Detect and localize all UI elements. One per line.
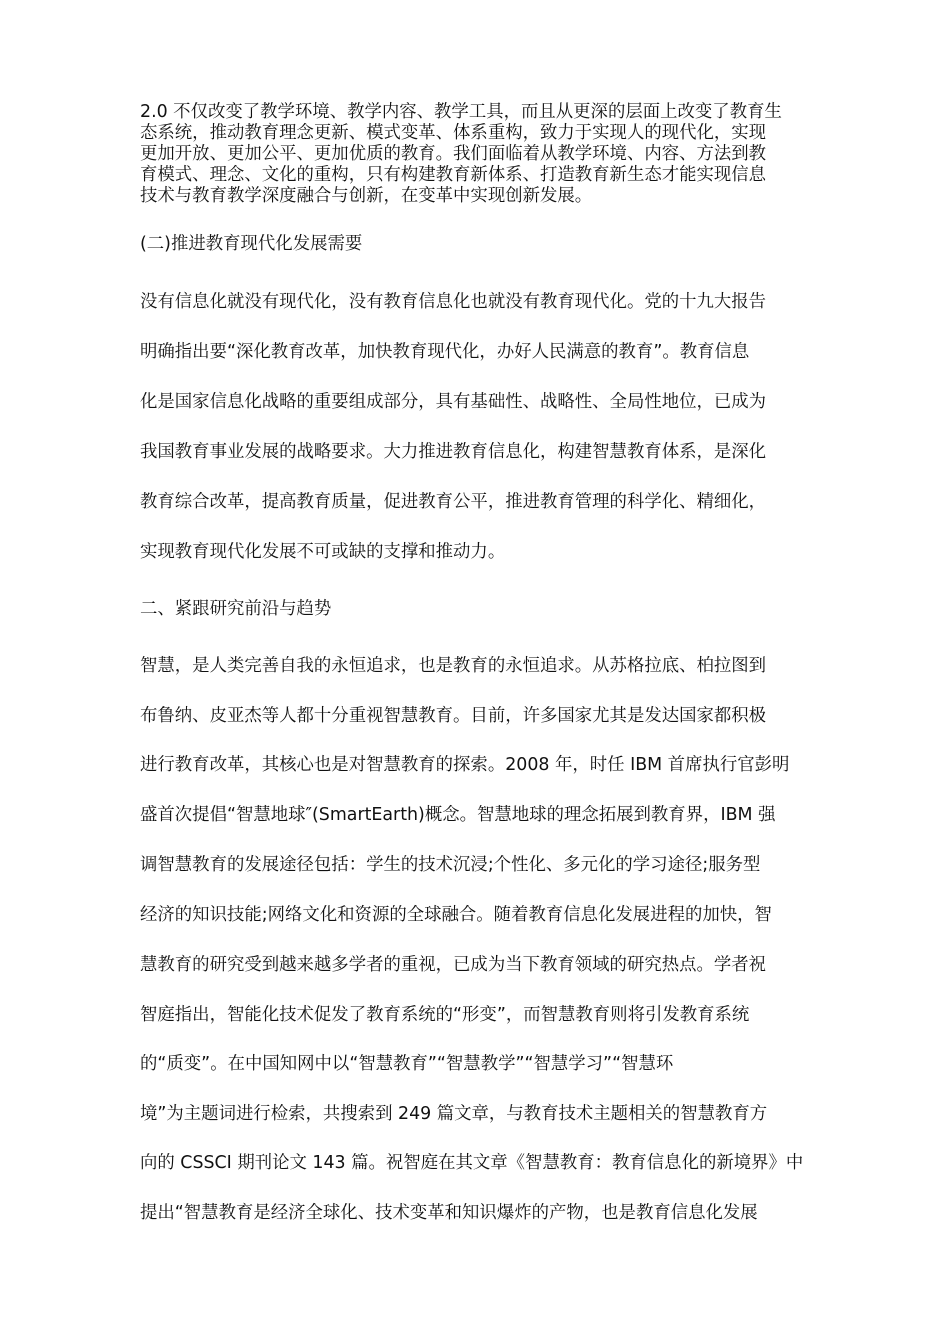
section-heading: 二、紧跟研究前沿与趋势 (140, 599, 332, 619)
top-paragraph-line-4: 育模式、理念、文化的重构，只有构建教育新体系、打造教育新生态才能实现信息 (140, 165, 767, 185)
top-paragraph-line-1: 2.0 不仅改变了教学环境、教学内容、教学工具，而且从更深的层面上改变了教育生 (140, 102, 782, 122)
top-paragraph-line-2: 态系统，推动教育理念更新、模式变革、体系重构，致力于实现人的现代化，实现 (140, 123, 767, 143)
research-line-2: 布鲁纳、皮亚杰等人都十分重视智慧教育。目前，许多国家尤其是发达国家都积极 (140, 706, 767, 726)
research-line-5: 调智慧教育的发展途径包括：学生的技术沉浸;个性化、多元化的学习途径;服务型 (140, 855, 761, 875)
research-line-8: 智庭指出，智能化技术促发了教育系统的“形变”，而智慧教育则将引发教育系统 (140, 1005, 750, 1025)
modernization-line-5: 教育综合改革，提高教育质量，促进教育公平，推进教育管理的科学化、精细化， (140, 492, 767, 512)
research-line-3: 进行教育改革，其核心也是对智慧教育的探索。2008 年，时任 IBM 首席执行官彭明 (140, 755, 790, 775)
modernization-line-4: 我国教育事业发展的战略要求。大力推进教育信息化，构建智慧教育体系，是深化 (140, 442, 767, 462)
research-line-11: 向的 CSSCI 期刊论文 143 篇。祝智庭在其文章《智慧教育：教育信息化的新境界》中 (140, 1153, 804, 1173)
modernization-line-3: 化是国家信息化战略的重要组成部分，具有基础性、战略性、全局性地位，已成为 (140, 392, 767, 412)
research-line-6: 经济的知识技能;网络文化和资源的全球融合。随着教育信息化发展进程的加快，智 (140, 905, 772, 925)
modernization-line-2: 明确指出要“深化教育改革，加快教育现代化，办好人民满意的教育”。教育信息 (140, 342, 750, 362)
research-line-7: 慧教育的研究受到越来越多学者的重视，已成为当下教育领域的研究热点。学者祝 (140, 955, 767, 975)
research-line-4: 盛首次提倡“智慧地球″(SmartEarth)概念。智慧地球的理念拓展到教育界，IBM 强 (140, 805, 776, 825)
modernization-line-6: 实现教育现代化发展不可或缺的支撑和推动力。 (140, 542, 506, 562)
research-line-12: 提出“智慧教育是经济全球化、技术变革和知识爆炸的产物，也是教育信息化发展 (140, 1203, 758, 1223)
research-line-9: 的“质变”。在中国知网中以“智慧教育”“智慧教学”“智慧学习”“智慧环 (140, 1054, 674, 1074)
modernization-line-1: 没有信息化就没有现代化，没有教育信息化也就没有教育现代化。党的十九大报告 (140, 292, 767, 312)
subheading: (二)推进教育现代化发展需要 (140, 234, 363, 254)
top-paragraph-line-5: 技术与教育教学深度融合与创新，在变革中实现创新发展。 (140, 186, 593, 206)
top-paragraph-line-3: 更加开放、更加公平、更加优质的教育。我们面临着从教学环境、内容、方法到教 (140, 144, 767, 164)
research-line-10: 境”为主题词进行检索，共搜索到 249 篇文章，与教育技术主题相关的智慧教育方 (140, 1104, 768, 1124)
research-line-1: 智慧，是人类完善自我的永恒追求，也是教育的永恒追求。从苏格拉底、柏拉图到 (140, 656, 767, 676)
